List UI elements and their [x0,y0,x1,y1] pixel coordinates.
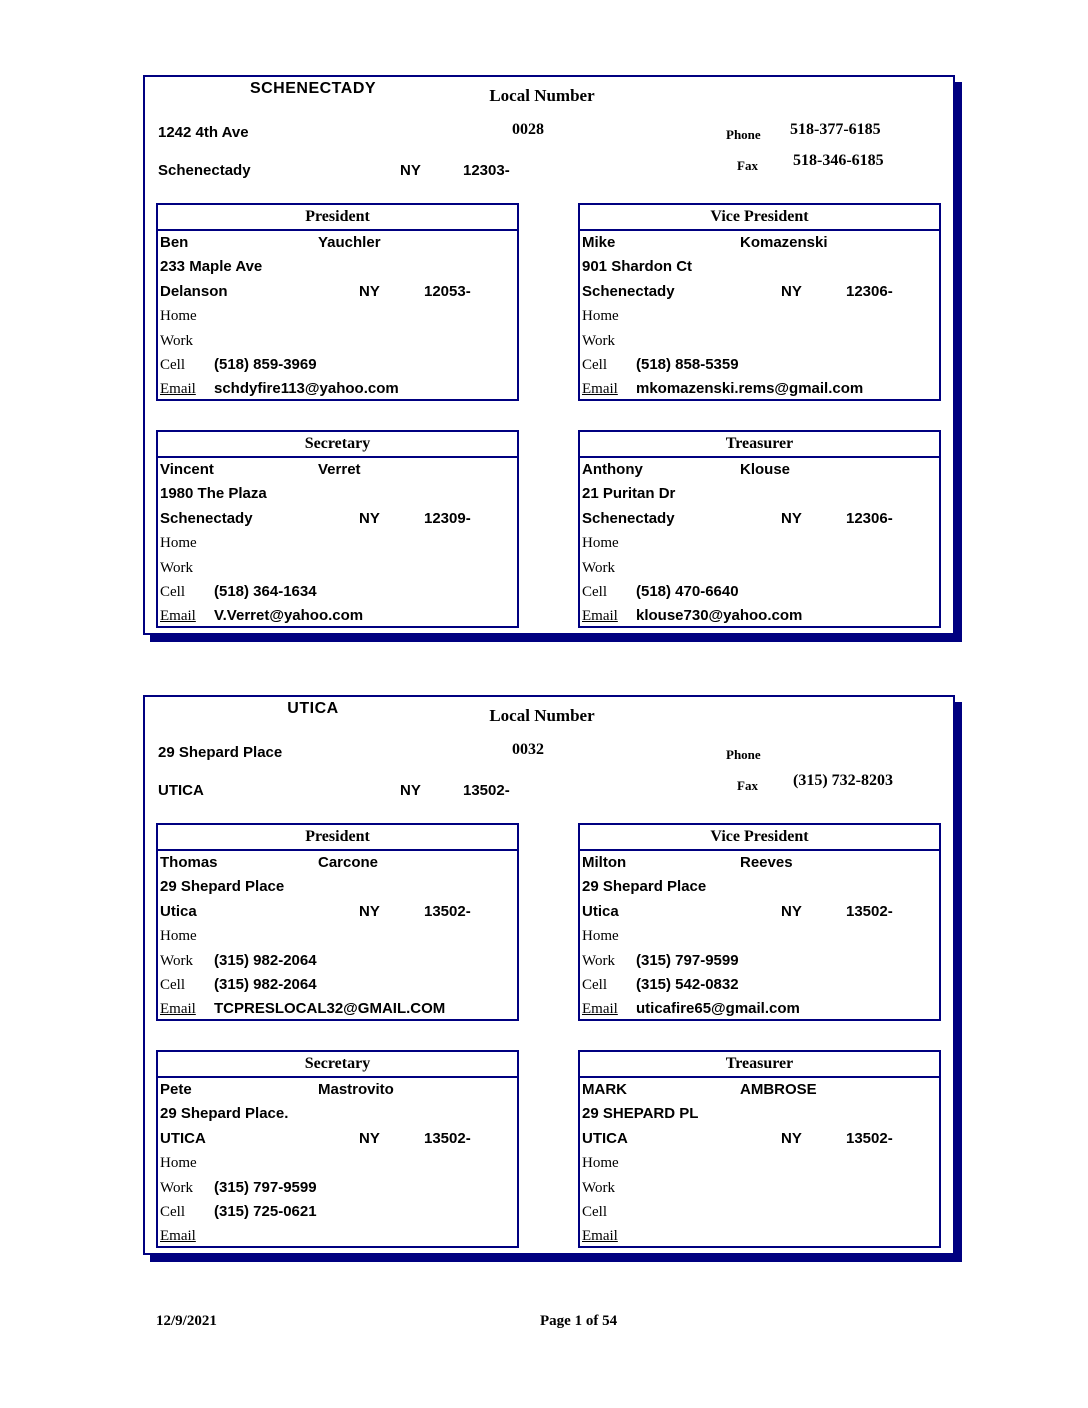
home-label: Home [160,308,197,325]
work-value: (315) 797-9599 [214,1178,317,1196]
local-name: UTICA [287,700,339,717]
local-card-schenectady [143,75,955,635]
officer-zip: 12309- [424,509,471,527]
officer-title: Treasurer [580,1052,939,1078]
cell-value: (518) 859-3969 [214,355,317,373]
officer-box-treasurer [578,1050,941,1248]
last-name: Komazenski [740,234,828,251]
first-name: Thomas [160,854,218,871]
officer-city: UTICA [160,1129,206,1147]
officer-state: NY [359,509,380,527]
officer-city: Schenectady [160,509,253,527]
last-name: Reeves [740,854,793,871]
work-label: Work [160,559,193,576]
cell-value: (315) 982-2064 [214,975,317,993]
local-zip: 12303- [463,162,510,179]
first-name: Milton [582,854,627,871]
officer-state: NY [359,282,380,300]
fax-label: Fax [737,778,758,793]
officer-state: NY [359,1129,380,1147]
first-name: Vincent [160,461,214,478]
cell-label: Cell [582,976,607,993]
officer-city: Utica [582,902,619,920]
work-label: Work [582,332,615,349]
local-state: NY [400,162,421,179]
cell-label: Cell [160,976,185,993]
work-label: Work [160,952,193,969]
work-label: Work [582,952,615,969]
home-label: Home [582,928,619,945]
officer-zip: 13502- [424,1129,471,1147]
officer-street: 233 Maple Ave [160,258,263,276]
email-label: Email [582,1228,618,1245]
email-value: TCPRESLOCAL32@GMAIL.COM [214,1000,446,1018]
email-value: V.Verret@yahoo.com [214,607,364,625]
officer-state: NY [781,1129,802,1147]
officer-title: President [158,205,517,231]
local-name: SCHENECTADY [249,80,377,97]
officer-box-vice-president [578,823,941,1021]
officer-zip: 13502- [846,902,893,920]
fax-value: (315) 732-8203 [793,772,893,789]
footer-date: 12/9/2021 [156,1313,217,1329]
email-label: Email [582,608,618,625]
officer-city: Delanson [160,282,228,300]
officer-box-secretary [156,430,519,628]
first-name: Pete [160,1081,192,1098]
home-label: Home [582,308,619,325]
officer-state: NY [781,902,802,920]
cell-label: Cell [582,356,607,373]
email-label: Email [582,381,618,398]
officer-city: Utica [160,902,197,920]
local-zip: 13502- [463,782,510,799]
first-name: MARK [582,1081,627,1098]
fax-value: 518-346-6185 [793,152,884,169]
officer-title: Secretary [158,432,517,458]
cell-label: Cell [582,1203,607,1220]
work-label: Work [582,1179,615,1196]
officer-street: 21 Puritan Dr [582,485,676,503]
fax-label: Fax [737,158,758,173]
officer-box-vice-president [578,203,941,401]
officer-zip: 12306- [846,509,893,527]
cell-value: (315) 725-0621 [214,1202,317,1220]
phone-label: Phone [726,747,761,762]
officer-city: UTICA [582,1129,628,1147]
local-number-label: Local Number [489,86,595,105]
officer-box-president [156,823,519,1021]
cell-value: (518) 470-6640 [636,582,739,600]
email-label: Email [160,381,196,398]
officer-street: 29 SHEPARD PL [582,1105,699,1123]
officer-zip: 13502- [424,902,471,920]
email-label: Email [160,608,196,625]
officer-street: 1980 The Plaza [160,485,267,503]
work-value: (315) 797-9599 [636,951,739,969]
first-name: Anthony [582,461,643,478]
officer-street: 29 Shepard Place [160,878,285,896]
officer-street: 29 Shepard Place [582,878,707,896]
home-label: Home [582,535,619,552]
local-number-value: 0028 [512,121,544,138]
phone-value: 518-377-6185 [790,121,881,138]
cell-label: Cell [160,356,185,373]
phone-label: Phone [726,127,761,142]
cell-value: (315) 542-0832 [636,975,739,993]
work-label: Work [160,332,193,349]
local-street: 29 Shepard Place [158,744,283,761]
last-name: Carcone [318,854,379,871]
first-name: Ben [160,234,189,251]
email-label: Email [160,1228,196,1245]
local-city: Schenectady [158,162,251,179]
cell-label: Cell [160,583,185,600]
home-label: Home [160,1155,197,1172]
last-name: AMBROSE [740,1081,817,1098]
officer-title: President [158,825,517,851]
last-name: Verret [318,461,361,478]
officer-box-president [156,203,519,401]
local-number-value: 0032 [512,741,544,758]
local-city: UTICA [158,782,204,799]
footer-page-number: Page 1 of 54 [540,1313,618,1329]
officer-zip: 13502- [846,1129,893,1147]
officer-state: NY [781,509,802,527]
cell-value: (518) 858-5359 [636,355,739,373]
officer-box-secretary [156,1050,519,1248]
cell-label: Cell [160,1203,185,1220]
work-label: Work [160,1179,193,1196]
work-value: (315) 982-2064 [214,951,317,969]
officer-state: NY [359,902,380,920]
email-label: Email [582,1001,618,1018]
officer-city: Schenectady [582,509,675,527]
home-label: Home [582,1155,619,1172]
local-number-label: Local Number [489,706,595,725]
officer-title: Secretary [158,1052,517,1078]
home-label: Home [160,535,197,552]
officer-zip: 12306- [846,282,893,300]
officer-title: Treasurer [580,432,939,458]
local-state: NY [400,782,421,799]
officer-street: 29 Shepard Place. [160,1105,289,1123]
email-value: mkomazenski.rems@gmail.com [636,380,864,398]
email-value: uticafire65@gmail.com [636,1000,800,1018]
work-label: Work [582,559,615,576]
email-value: klouse730@yahoo.com [636,607,803,625]
email-value: schdyfire113@yahoo.com [214,380,399,398]
cell-label: Cell [582,583,607,600]
local-street: 1242 4th Ave [158,124,249,141]
officer-state: NY [781,282,802,300]
officer-title: Vice President [580,205,939,231]
officer-box-treasurer [578,430,941,628]
officer-zip: 12053- [424,282,471,300]
local-card-utica [143,695,955,1255]
home-label: Home [160,928,197,945]
email-label: Email [160,1001,196,1018]
officer-street: 901 Shardon Ct [582,258,693,276]
first-name: Mike [582,234,616,251]
last-name: Mastrovito [318,1081,394,1098]
last-name: Klouse [740,461,791,478]
officer-title: Vice President [580,825,939,851]
last-name: Yauchler [318,234,381,251]
officer-city: Schenectady [582,282,675,300]
cell-value: (518) 364-1634 [214,582,317,600]
